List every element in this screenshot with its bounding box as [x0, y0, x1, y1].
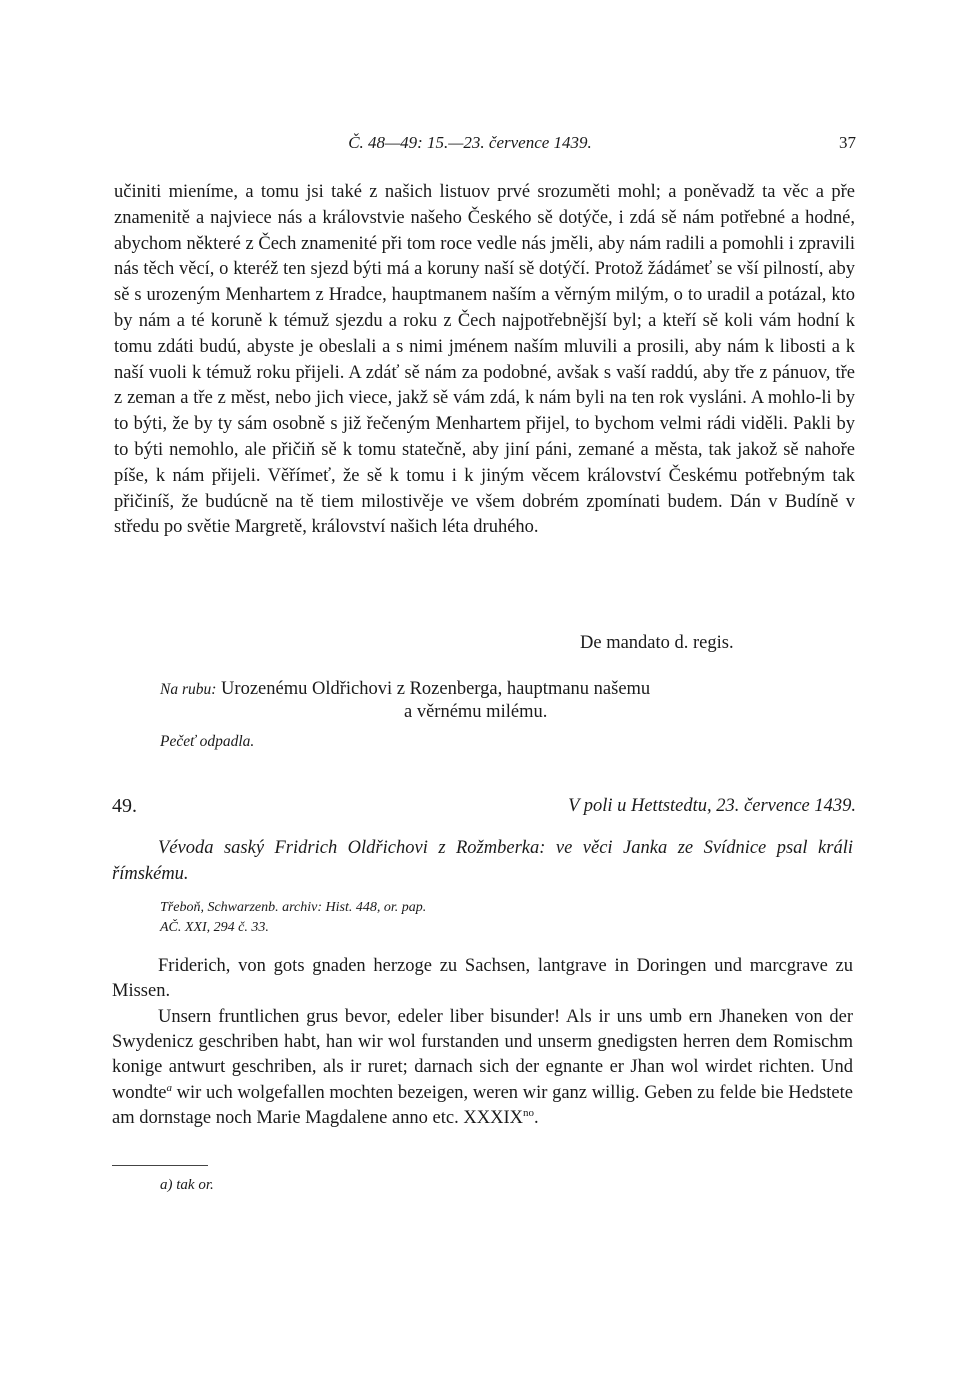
verso-text-line2: a věrnému milému.: [404, 702, 548, 722]
text-part-3: .: [533, 1107, 539, 1128]
superscript-no: no: [522, 1106, 534, 1119]
footnote-mark: a: [166, 1081, 172, 1094]
source-edition: AČ. XXI, 294 č. 33.: [160, 920, 269, 935]
running-header: [112, 133, 856, 159]
document-number: 49.: [112, 795, 137, 817]
verso-label: Na rubu:: [160, 681, 217, 698]
mandato-note: De mandato d. regis.: [580, 633, 734, 653]
document-49-text: [112, 1005, 853, 1131]
page-number: 37: [839, 133, 856, 152]
document-48-text: učiniti mieníme, a tomu jsi také z našich listuov prvé srozuměti mohl; a poněvadž ta věc a pře znamenitě a najviece nás a královstvie našeho Českého sě dotýče, i zdá sě nám potřebné a hodné, abychom některé z Čech znamenité při tom roce vedle nás jměli, aby nám radili a pomohli i zpravili nás těch věcí, o kteréž ten sjezd býti má a koruny naší sě dotýčí. Protož žádámeť se vší pilností, aby sě s urozeným Menhartem z Hradce, hauptmanem naším a věrným milým, o to uradil a potázal, kto by nám a té koruně k témuž sjezdu a roku z Čech najpotřebnější byl; a kteří sě koli vám hodní k tomu zdáti budú, abyste je obeslali a s nimi jménem naším mluvili a prosili, aby nám k libosti a k naší vuoli k témuž roku přijeli. A zdáť sě nám za podobné, avšak s vaší raddú, aby tře z pánuov, tře z zeman a tře z měst, nebo jich viece, jakž sě vám zdá, k nám byli na ten rok vysláni. A mohlo-li by to býti, že by ty sám osobně s již řečeným Menhartem přijel, to bychom velmi rádi viděli. Pakli by to býti nemohlo, ale přičiň sě k tomu statečně, aby jiní páni, zemané a města, tak jakož sě nahoře píše, k nám přijeli. Věřímeť, že sě k tomu i k jiným věcem království Českému potřebným tak přičiníš, že budúcně na tě tiem milostivěje ve všem dobrém zpomínati budem. Dán v Budíně v středu po světie Margretě, království našich léta druhého.: [114, 182, 855, 538]
running-title: Č. 48—49: 15.—23. července 1439.: [348, 133, 592, 152]
verso-address: [160, 677, 650, 702]
regest: Vévoda saský Fridrich Oldřichovi z Rožmberka: ve věci Janka ze Svídnice psal králi římskému.: [112, 838, 853, 884]
document-place-date: V poli u Hettstedtu, 23. července 1439.: [568, 796, 856, 816]
text-part-2: wir uch wolgefallen mochten bezeigen, weren wir ganz willig. Geben zu felde bie Hedstete am dornstage noch Marie Magdalene anno etc. XXXIX: [112, 1082, 853, 1128]
source-archive: Třeboň, Schwarzenb. archiv: Hist. 448, or. pap.: [160, 900, 427, 915]
verso-text: Urozenému Oldřichovi z Rozenberga, hauptmanu našemu: [221, 679, 651, 699]
document-49-intitulatio: Friderich, von gots gnaden herzoge zu Sachsen, lantgrave in Doringen und marcgrave zu Missen.: [112, 956, 853, 1002]
footnote: a) tak or.: [160, 1177, 214, 1193]
seal-note: Pečeť odpadla.: [160, 733, 255, 750]
footnote-rule: [112, 1165, 208, 1166]
text-part-1: Unsern fruntlichen grus bevor, edeler liber bisunder! Als ir uns umb ern Jhaneken von der Swydenicz geschriben habt, han wir wol furstanden und unserm gnedigsten herren dem Romischm konige antwurt geschriben, als ir ruret; darnach sich der egnante er Jhan wol wirdet richten. Und wondte: [112, 1007, 853, 1103]
